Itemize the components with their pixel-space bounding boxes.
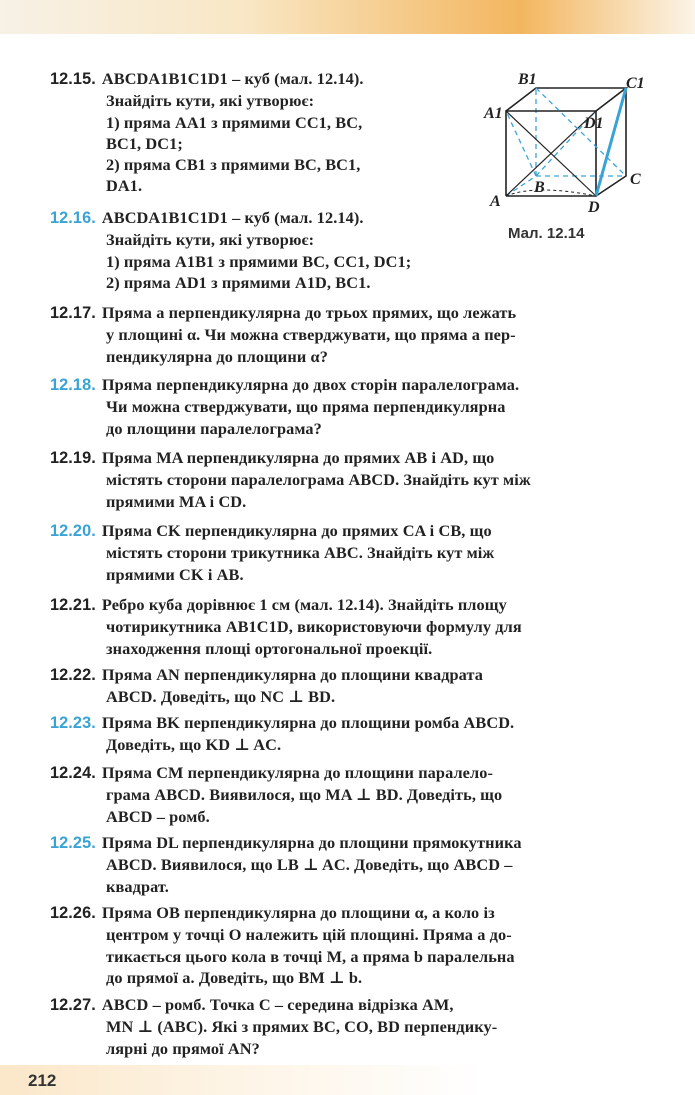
label-C1: C1 bbox=[626, 75, 645, 92]
figure-caption: Мал. 12.14 bbox=[508, 225, 585, 242]
problem-12-23: 12.23. Пряма BK перпендикулярна до площини ромба ABCD. Доведіть, що KD ⊥ AC. bbox=[50, 713, 515, 755]
problem-12-27: 12.27. ABCD – ромб. Точка C – середина відрізка AM, MN ⊥ (ABC). Які з прямих BC, CO, BD перпендику- лярні до прямої AN? bbox=[50, 995, 498, 1058]
label-A1: A1 bbox=[484, 105, 503, 122]
cube-figure bbox=[476, 66, 676, 246]
top-face bbox=[506, 88, 626, 111]
problem-12-15: 12.15. ABCDA1B1C1D1 – куб (мал. 12.14). Знайдіть кути, які утворює: 1) пряма AA1 з прямими CC1, BC, BC1, DC1; 2) пряма CB1 з прямими BC, BC1, DA1. bbox=[50, 69, 364, 196]
problem-12-19: 12.19. Пряма MA перпендикулярна до прямих AB і AD, що містять сторони паралелограма ABCD. Знайдіть кут між прямими MA і CD. bbox=[50, 448, 531, 511]
top-decorative-band bbox=[0, 0, 695, 34]
problem-number: 12.16. bbox=[50, 209, 96, 227]
problem-12-17: 12.17. Пряма a перпендикулярна до трьох прямих, що лежать у площині α. Чи можна стверджувати, що пряма a пер- пендикулярна до площини α? bbox=[50, 303, 517, 366]
problem-12-18: 12.18. Пряма перпендикулярна до двох сторін паралелограма. Чи можна стверджувати, що пряма перпендикулярна до площини паралелограма? bbox=[50, 375, 520, 438]
curve-AD bbox=[506, 190, 596, 196]
label-B: B bbox=[534, 179, 545, 196]
problem-12-21: 12.21. Ребро куба дорівнює 1 см (мал. 12.14). Знайдіть площу чотирикутника AB1C1D, використовуючи формулу для знаходження площі ортогональної проекції. bbox=[50, 595, 522, 658]
problem-12-22: 12.22. Пряма AN перпендикулярна до площини квадрата ABCD. Доведіть, що NC ⊥ BD. bbox=[50, 665, 484, 707]
diag-BA1-hidden bbox=[506, 111, 536, 176]
problem-number: 12.15. bbox=[50, 70, 96, 88]
bottom-decorative-band bbox=[0, 1065, 695, 1095]
problem-12-16: 12.16. ABCDA1B1C1D1 – куб (мал. 12.14). Знайдіть кути, які утворює: 1) пряма A1B1 з прямими BC, CC1, DC1; 2) пряма AD1 з прямими A1D, BC1. bbox=[50, 208, 412, 292]
problem-12-26: 12.26. Пряма OB перпендикулярна до площини α, а коло із центром у точці O належить цій площині. Пряма a до- тикається цього кола в точці M, а пряма b паралельна до прямої a. Доведіть, що BM ⊥ b. bbox=[50, 903, 515, 987]
page-number: 212 bbox=[28, 1071, 57, 1090]
problem-12-20: 12.20. Пряма CK перпендикулярна до прямих CA і CB, що містять сторони трикутника ABC. Знайдіть кут між прямими CK і AB. bbox=[50, 521, 495, 584]
label-A: A bbox=[490, 193, 501, 210]
label-C: C bbox=[630, 171, 641, 188]
label-B1: B1 bbox=[518, 71, 537, 88]
problem-12-25: 12.25. Пряма DL перпендикулярна до площини прямокутника ABCD. Виявилося, що LB ⊥ AC. Доведіть, що ABCD – квадрат. bbox=[50, 833, 522, 896]
problem-12-24: 12.24. Пряма CM перпендикулярна до площини паралело- грама ABCD. Виявилося, що MA ⊥ BD. Доведіть, що ABCD – ромб. bbox=[50, 763, 503, 826]
label-D1: D1 bbox=[584, 115, 604, 132]
label-D: D bbox=[588, 199, 600, 216]
edge-AB-hidden bbox=[506, 176, 536, 196]
